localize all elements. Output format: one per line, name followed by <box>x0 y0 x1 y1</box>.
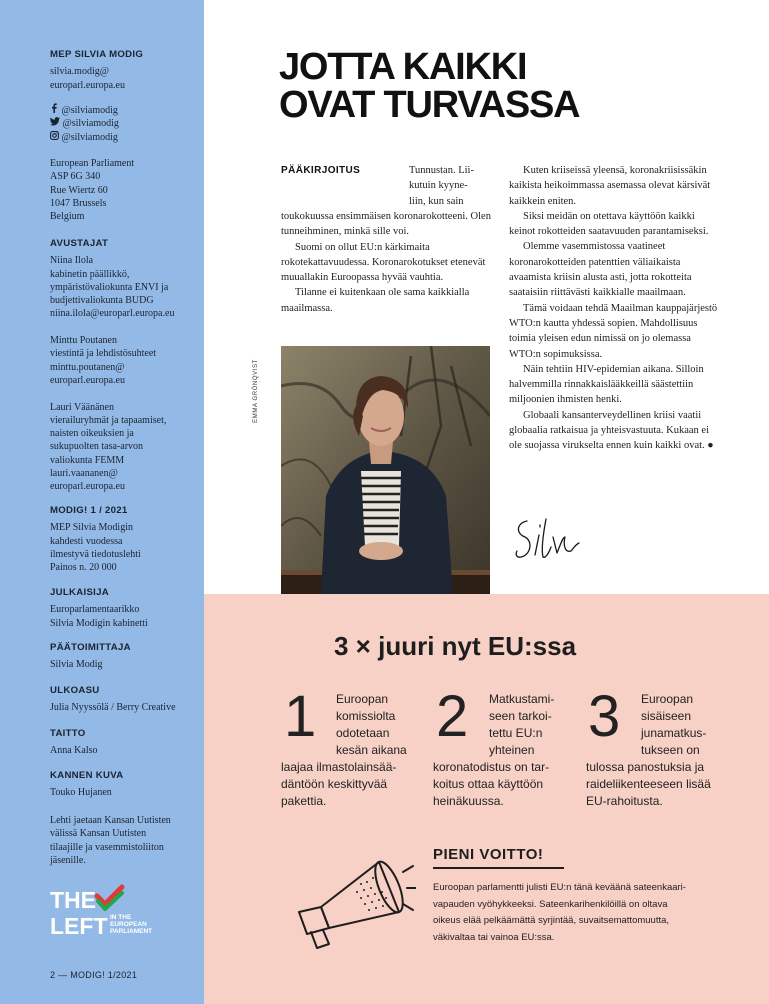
item-3-top <box>641 691 751 759</box>
facebook-row <box>50 103 200 117</box>
typesetting-heading: TAITTO <box>50 728 86 739</box>
assistant-line: vierailuryhmät ja tapaamiset, <box>50 414 167 426</box>
typesetting-line: Anna Kalso <box>50 745 98 757</box>
instagram-handle: @silviamodig <box>61 131 118 143</box>
item-line: koronatodistus on tar- <box>433 760 550 774</box>
item-3-bottom <box>586 759 746 810</box>
twitter-row <box>50 117 200 130</box>
item-line: pakettia. <box>281 794 327 808</box>
box-title: 3 × juuri nyt EU:ssa <box>334 631 577 661</box>
logo-the: THE <box>50 887 96 913</box>
assistant-line: europarl.europa.eu <box>50 374 125 386</box>
logo-sub-3: PARLIAMENT <box>110 928 153 935</box>
assistant-line: budjettivaliokunta BUDG <box>50 295 154 307</box>
assistant-line: viestintä ja lehdistösuhteet <box>50 348 157 360</box>
logo-sub-2: EUROPEAN <box>110 921 147 928</box>
intro-line: Tunnustan. Lii- <box>409 165 474 176</box>
issue-line: ilmestyvä tiedotuslehti <box>50 548 141 560</box>
item-line: yhteinen <box>489 743 535 757</box>
article-title <box>279 48 579 124</box>
item-line: EU-rahoitusta. <box>586 794 663 808</box>
portrait-photo <box>281 346 490 594</box>
contact-block <box>50 48 200 92</box>
publisher-heading: JULKAISIJA <box>50 587 109 598</box>
portrait-illustration <box>281 346 490 594</box>
facebook-handle: @silviamodig <box>61 105 118 116</box>
address-line: Rue Wiertz 60 <box>50 184 108 196</box>
item-number-1: 1 <box>284 684 317 749</box>
item-line: seen tarkoi- <box>489 709 552 723</box>
publisher-line: Silvia Modigin kabinetti <box>50 617 148 629</box>
win-line: Euroopan parlamentti julisti EU:n tänä keväänä sateenkaari- <box>433 882 686 893</box>
item-line: raideliikenteeseen lisää <box>586 777 711 791</box>
assistant-line: naisten oikeuksien ja <box>50 428 134 440</box>
item-number-3: 3 <box>588 684 621 749</box>
editor-heading: PÄÄTOIMITTAJA <box>50 642 131 653</box>
paragraph: Suomi on ollut EU:n kärkimaita rokotekattavuudessa. Koronarokotukset etenevät muuallakin Euroopassa hyvää vauhtia. <box>281 241 486 284</box>
issue-block <box>50 504 200 574</box>
small-win-text <box>433 880 733 946</box>
assistant-line: europarl.europa.eu <box>50 481 125 493</box>
intro-line: kutuin kyyne- <box>409 180 468 192</box>
item-2-bottom <box>433 759 583 810</box>
paragraph: toukokuussa ensimmäisen koronarokotteeni. Olen tunneihminen, minkä sille voi. <box>281 211 491 238</box>
item-line: komissiolta <box>336 709 396 723</box>
cover-line: Touko Hujanen <box>50 787 112 799</box>
paragraph: Kuten kriiseissä yleensä, koronakriisissäkin kaikista heikoimmassa asemassa olevat kärsivät kaikkein eniten. <box>509 165 711 207</box>
kicker-wrap <box>281 163 391 178</box>
issue-line: Painos n. 20 000 <box>50 562 117 574</box>
publisher-block <box>50 586 200 630</box>
paragraph: Tämä voidaan tehdä Maailman kauppajärjestö WTO:n kautta yhdessä sopien. Mahdollisuus toimia yleisen edun nimissä on jo olemassa WTO:n sopimuksissa. <box>509 302 718 360</box>
item-1-bottom <box>281 759 431 810</box>
typesetting-block <box>50 727 200 758</box>
assistant-line: sukupuolten tasa-arvon <box>50 441 144 453</box>
item-line: sisäiseen <box>641 709 692 723</box>
paragraph: Tilanne ei kuitenkaan ole sama kaikkialla maailmassa. <box>281 287 470 314</box>
item-line: Matkustami- <box>489 692 555 706</box>
instagram-icon <box>50 131 59 140</box>
layout-credit-block <box>50 684 200 715</box>
logo-left: LEFT <box>50 913 108 939</box>
assistants-block <box>50 237 200 494</box>
assistant-line: valiokunta FEMM <box>50 454 125 466</box>
layout-line: Julia Nyyssölä / Berry Creative <box>50 702 176 714</box>
item-line: tettu EU:n <box>489 726 543 740</box>
logo-sub-1: IN THE <box>110 914 132 921</box>
article-kicker: PÄÄKIRJOITUS <box>281 165 361 176</box>
win-line: väkivaltaa tai vainoa EU:ssa. <box>433 931 555 943</box>
assistant-line: lauri.vaananen@ <box>50 468 118 480</box>
item-line: däntöön keskittyvää <box>281 777 388 791</box>
item-line: Euroopan <box>641 692 694 706</box>
item-line: koitus ottaa käyttöön <box>433 777 544 791</box>
social-block <box>50 103 200 144</box>
paragraph: Olemme vasemmistossa vaatineet koronarokotteiden patenttien väliaikaista avaamista kriisin alusta asti, jotta rokotteita saataisiin riittävästi kaikkialle maailmaan. <box>509 241 692 299</box>
twitter-handle: @silviamodig <box>62 118 119 130</box>
item-number-2: 2 <box>436 684 469 749</box>
facebook-icon <box>50 103 59 113</box>
distribution-line: jäsenille. <box>50 854 86 866</box>
signature <box>513 515 583 569</box>
assistant-line: ympäristövaliokunta ENVI ja <box>50 281 169 293</box>
address-line: Belgium <box>50 211 85 223</box>
email-line-2: europarl.europa.eu <box>50 79 125 91</box>
item-line: odotetaan <box>336 726 390 740</box>
item-line: junamatkus- <box>641 726 707 740</box>
publisher-line: Europarlamentaarikko <box>50 604 140 616</box>
item-1-top <box>336 691 446 759</box>
issue-line: kahdesti vuodessa <box>50 535 123 547</box>
title-line-1: JOTTA KAIKKI <box>279 46 527 88</box>
assistant-line: kabinetin päällikkö, <box>50 268 130 280</box>
intro-lines <box>409 163 494 209</box>
assistant-spacer <box>50 321 200 334</box>
cover-credit-block <box>50 769 200 800</box>
distribution-block <box>50 814 200 867</box>
assistants-heading: AVUSTAJAT <box>50 238 109 249</box>
contact-heading: MEP SILVIA MODIG <box>50 49 144 60</box>
assistant-line: Niina Ilola <box>50 255 94 267</box>
item-line: laajaa ilmastolainsää- <box>281 760 397 774</box>
intro-line: liin, kun sain <box>409 195 464 207</box>
address-line: 1047 Brussels <box>50 197 107 209</box>
item-line: kesän aikana <box>336 743 407 757</box>
the-left-logo <box>50 884 190 944</box>
win-line: vapauden vyöhykkeeksi. Sateenkarihenkilöillä on oltava <box>433 898 668 910</box>
page-folio: 2 — MODIG! 1/2021 <box>50 970 138 980</box>
small-win-heading: PIENI VOITTO! <box>433 846 544 863</box>
assistant-line: minttu.poutanen@ <box>50 361 125 373</box>
item-line: Euroopan <box>336 692 389 706</box>
editor-block <box>50 641 200 672</box>
address-line: European Parliament <box>50 158 135 169</box>
article-column-1 <box>281 209 491 316</box>
article-column-2 <box>509 163 723 454</box>
layout-heading: ULKOASU <box>50 685 100 696</box>
item-line: tulossa panostuksia ja <box>586 760 705 774</box>
assistant-spacer <box>50 387 200 400</box>
distribution-line: Lehti jaetaan Kansan Uutisten <box>50 815 171 826</box>
assistant-line: Minttu Poutanen <box>50 335 117 347</box>
email-line-1: silvia.modig@ <box>50 66 109 78</box>
twitter-icon <box>50 117 60 126</box>
paragraph: Globaali kansanterveydellinen kriisi vaatii globaalia ratkaisua ja yhteisvastuuta. Kukaan ei ole suojassa virukselta ennen kuin kaikki ovat. ● <box>509 409 714 452</box>
instagram-row <box>50 131 200 144</box>
item-2-top <box>489 691 599 759</box>
paragraph: Näin tehtiin HIV-epidemian aikana. Silloin halvemmilla rinnakkaislääkkeillä säästettiin miljoonien ihmisten henki. <box>509 363 704 406</box>
item-line: tukseen on <box>641 743 700 757</box>
win-line: oikeus elää pelkäämättä syrjintää, suvaitsemattomuutta, <box>433 915 670 926</box>
assistant-line: niina.ilola@europarl.europa.eu <box>50 308 175 320</box>
paragraph: Siksi meidän on otettava käyttöön kaikki keinot rokotteiden saatavuuden parantamiseksi. <box>509 210 709 238</box>
distribution-line: tilaajille ja vasemmistoliiton <box>50 841 164 853</box>
title-line-2: OVAT TURVASSA <box>279 84 580 126</box>
megaphone-icon <box>281 852 416 952</box>
issue-heading: MODIG! 1 / 2021 <box>50 505 128 516</box>
cover-heading: KANNEN KUVA <box>50 770 124 781</box>
assistant-line: Lauri Väänänen <box>50 401 114 413</box>
issue-line: MEP Silvia Modigin <box>50 522 133 534</box>
editor-line: Silvia Modig <box>50 659 103 671</box>
heading-underline <box>433 867 564 869</box>
photo-credit-text: EMMA GRÖNQVIST <box>252 359 259 423</box>
photo-credit <box>252 348 272 438</box>
item-line: heinäkuussa. <box>433 794 504 808</box>
address-block <box>50 157 200 223</box>
distribution-line: välissä Kansan Uutisten <box>50 828 147 840</box>
address-line: ASP 6G 340 <box>50 171 101 183</box>
